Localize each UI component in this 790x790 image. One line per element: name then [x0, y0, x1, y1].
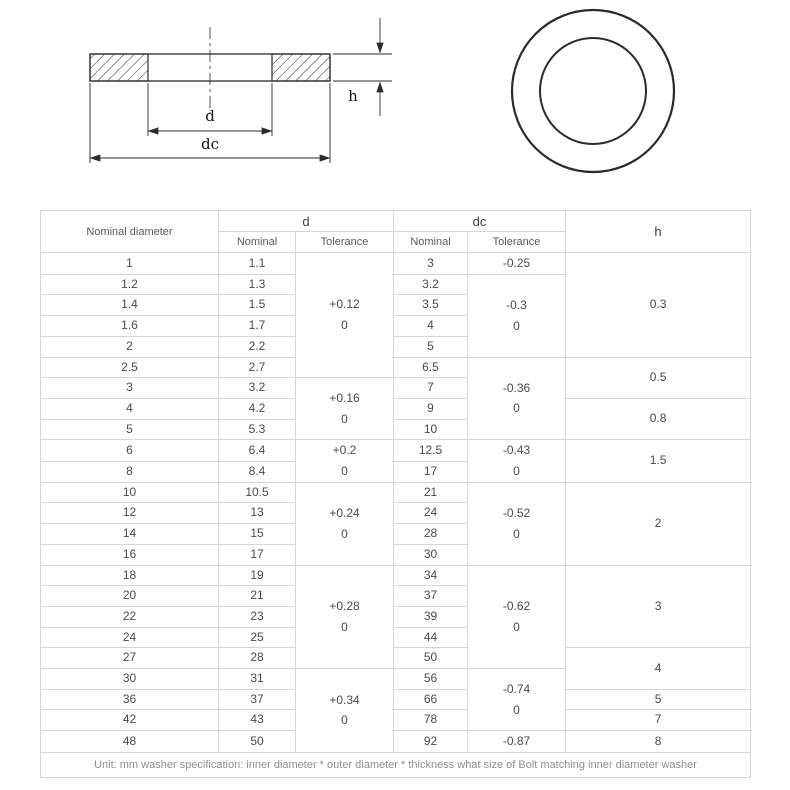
d-nominal-cell: 43	[219, 710, 296, 731]
nominal-diameter-cell: 8	[41, 461, 219, 482]
header-h: h	[566, 211, 751, 253]
tolerance-line: -0.74	[502, 681, 531, 696]
d-nominal-cell: 31	[219, 669, 296, 690]
dc-nominal-cell: 34	[394, 565, 468, 586]
table-footer-note: Unit: mm washer specification: inner diameter * outer diameter * thickness what size of Bolt matching inner diameter washer	[41, 752, 751, 777]
d-nominal-cell: 15	[219, 524, 296, 545]
tolerance-line: 0	[341, 411, 348, 426]
nominal-diameter-cell: 42	[41, 710, 219, 731]
nominal-diameter-cell: 20	[41, 586, 219, 607]
tolerance-line: -0.3	[506, 297, 527, 312]
table-row	[41, 710, 751, 731]
nominal-diameter-cell: 1.6	[41, 316, 219, 337]
table-row	[41, 482, 751, 503]
tolerance-line: +0.2	[332, 443, 357, 458]
dc-nominal-cell: 21	[394, 482, 468, 503]
header-d: d	[219, 211, 394, 232]
tolerance-line: -0.36	[502, 380, 531, 395]
dc-nominal-cell: 44	[394, 627, 468, 648]
d-nominal-cell: 1.5	[219, 295, 296, 316]
table-row	[41, 648, 751, 669]
d-nominal-cell: 21	[219, 586, 296, 607]
d-nominal-cell: 8.4	[219, 461, 296, 482]
dc-nominal-cell: 28	[394, 524, 468, 545]
tolerance-line: 0	[341, 713, 348, 728]
dimension-label-h: h	[348, 87, 358, 105]
header-nominal-diameter: Nominal diameter	[41, 211, 219, 253]
dc-nominal-cell: 39	[394, 606, 468, 627]
tolerance-line: 0	[513, 318, 520, 333]
tolerance-line: -0.25	[502, 256, 531, 270]
nominal-diameter-cell: 5	[41, 419, 219, 440]
h-value-cell: 8	[566, 731, 751, 753]
nominal-diameter-cell: 6	[41, 440, 219, 461]
table-row	[41, 357, 751, 378]
dc-tolerance-cell	[468, 731, 566, 753]
nominal-diameter-cell: 1.4	[41, 295, 219, 316]
d-tolerance-cell	[296, 669, 394, 753]
dc-nominal-cell: 30	[394, 544, 468, 565]
h-value-cell: 4	[566, 648, 751, 689]
dimension-label-dc: dc	[200, 135, 220, 153]
h-value-cell: 5	[566, 689, 751, 710]
h-value-cell: 0.3	[566, 253, 751, 358]
tolerance-line: 0	[341, 464, 348, 479]
d-nominal-cell: 1.3	[219, 274, 296, 295]
nominal-diameter-cell: 12	[41, 503, 219, 524]
washer-outer-circle	[512, 10, 674, 172]
dc-nominal-cell: 78	[394, 710, 468, 731]
dc-nominal-cell: 66	[394, 689, 468, 710]
table-row	[41, 689, 751, 710]
dc-nominal-cell: 5	[394, 336, 468, 357]
tolerance-line: +0.16	[329, 391, 360, 406]
dc-nominal-cell: 56	[394, 669, 468, 690]
washer-inner-circle	[540, 38, 646, 144]
nominal-diameter-cell: 14	[41, 524, 219, 545]
dc-tolerance-cell	[468, 669, 566, 731]
nominal-diameter-cell: 3	[41, 378, 219, 399]
tolerance-line: +0.28	[329, 599, 360, 614]
dc-nominal-cell: 92	[394, 731, 468, 753]
nominal-diameter-cell: 30	[41, 669, 219, 690]
table-row	[41, 565, 751, 586]
table-header	[41, 211, 751, 253]
dc-tolerance-cell	[468, 357, 566, 440]
d-nominal-cell: 10.5	[219, 482, 296, 503]
dc-tolerance-cell	[468, 274, 566, 357]
header-dc-nominal: Nominal	[394, 232, 468, 253]
nominal-diameter-cell: 24	[41, 627, 219, 648]
nominal-diameter-cell: 18	[41, 565, 219, 586]
nominal-diameter-cell: 4	[41, 398, 219, 419]
h-value-cell: 0.5	[566, 357, 751, 398]
spec-table-body	[41, 253, 751, 753]
tolerance-line: +0.34	[329, 692, 360, 707]
d-tolerance-cell	[296, 565, 394, 669]
header-d-tolerance: Tolerance	[296, 232, 394, 253]
dc-nominal-cell: 12.5	[394, 440, 468, 461]
d-nominal-cell: 17	[219, 544, 296, 565]
table-row	[41, 398, 751, 419]
h-value-cell: 2	[566, 482, 751, 565]
tolerance-line: -0.43	[502, 443, 531, 458]
d-tolerance-cell	[296, 378, 394, 440]
table-row	[41, 440, 751, 461]
d-nominal-cell: 37	[219, 689, 296, 710]
header-dc-tolerance: Tolerance	[468, 232, 566, 253]
dc-nominal-cell: 9	[394, 398, 468, 419]
h-value-cell: 7	[566, 710, 751, 731]
table-row	[41, 253, 751, 275]
d-nominal-cell: 1.1	[219, 253, 296, 275]
dc-tolerance-cell	[468, 253, 566, 275]
d-nominal-cell: 5.3	[219, 419, 296, 440]
nominal-diameter-cell: 36	[41, 689, 219, 710]
tolerance-line: 0	[341, 619, 348, 634]
dc-nominal-cell: 3.2	[394, 274, 468, 295]
dc-nominal-cell: 50	[394, 648, 468, 669]
nominal-diameter-cell: 10	[41, 482, 219, 503]
tolerance-line: 0	[341, 318, 348, 333]
dc-nominal-cell: 10	[394, 419, 468, 440]
dc-nominal-cell: 37	[394, 586, 468, 607]
dimension-label-d: d	[205, 107, 215, 125]
h-value-cell: 0.8	[566, 398, 751, 439]
d-nominal-cell: 2.7	[219, 357, 296, 378]
tolerance-line: 0	[513, 526, 520, 541]
header-dc: dc	[394, 211, 566, 232]
tolerance-line: -0.52	[502, 505, 531, 520]
d-nominal-cell: 3.2	[219, 378, 296, 399]
dc-nominal-cell: 4	[394, 316, 468, 337]
nominal-diameter-cell: 27	[41, 648, 219, 669]
washer-section-right-hatch	[272, 54, 330, 81]
dc-nominal-cell: 17	[394, 461, 468, 482]
d-nominal-cell: 2.2	[219, 336, 296, 357]
tolerance-line: 0	[513, 702, 520, 717]
nominal-diameter-cell: 22	[41, 606, 219, 627]
table-footer	[41, 752, 751, 777]
d-nominal-cell: 4.2	[219, 398, 296, 419]
dc-nominal-cell: 6.5	[394, 357, 468, 378]
d-nominal-cell: 1.7	[219, 316, 296, 337]
washer-technical-drawing	[0, 0, 790, 200]
nominal-diameter-cell: 48	[41, 731, 219, 753]
dc-tolerance-cell	[468, 565, 566, 669]
d-nominal-cell: 50	[219, 731, 296, 753]
d-nominal-cell: 13	[219, 503, 296, 524]
dc-nominal-cell: 24	[394, 503, 468, 524]
tolerance-line: 0	[341, 526, 348, 541]
nominal-diameter-cell: 2	[41, 336, 219, 357]
h-value-cell: 1.5	[566, 440, 751, 482]
dc-nominal-cell: 7	[394, 378, 468, 399]
d-tolerance-cell	[296, 482, 394, 565]
d-nominal-cell: 28	[219, 648, 296, 669]
dc-tolerance-cell	[468, 482, 566, 565]
washer-section-left-hatch	[90, 54, 148, 81]
d-nominal-cell: 23	[219, 606, 296, 627]
washer-spec-table	[40, 210, 751, 778]
d-nominal-cell: 6.4	[219, 440, 296, 461]
tolerance-line: +0.24	[329, 505, 360, 520]
d-nominal-cell: 19	[219, 565, 296, 586]
tolerance-line: 0	[513, 464, 520, 479]
dc-nominal-cell: 3.5	[394, 295, 468, 316]
tolerance-line: +0.12	[329, 297, 360, 312]
tolerance-line: -0.87	[502, 734, 531, 749]
tolerance-line: 0	[513, 401, 520, 416]
nominal-diameter-cell: 16	[41, 544, 219, 565]
nominal-diameter-cell: 1.2	[41, 274, 219, 295]
h-value-cell: 3	[566, 565, 751, 648]
d-nominal-cell: 25	[219, 627, 296, 648]
d-tolerance-cell	[296, 440, 394, 482]
dc-nominal-cell: 3	[394, 253, 468, 275]
nominal-diameter-cell: 1	[41, 253, 219, 275]
dc-tolerance-cell	[468, 440, 566, 482]
tolerance-line: -0.62	[502, 599, 531, 614]
tolerance-line: 0	[513, 619, 520, 634]
table-row	[41, 731, 751, 753]
nominal-diameter-cell: 2.5	[41, 357, 219, 378]
d-tolerance-cell	[296, 253, 394, 378]
header-d-nominal: Nominal	[219, 232, 296, 253]
